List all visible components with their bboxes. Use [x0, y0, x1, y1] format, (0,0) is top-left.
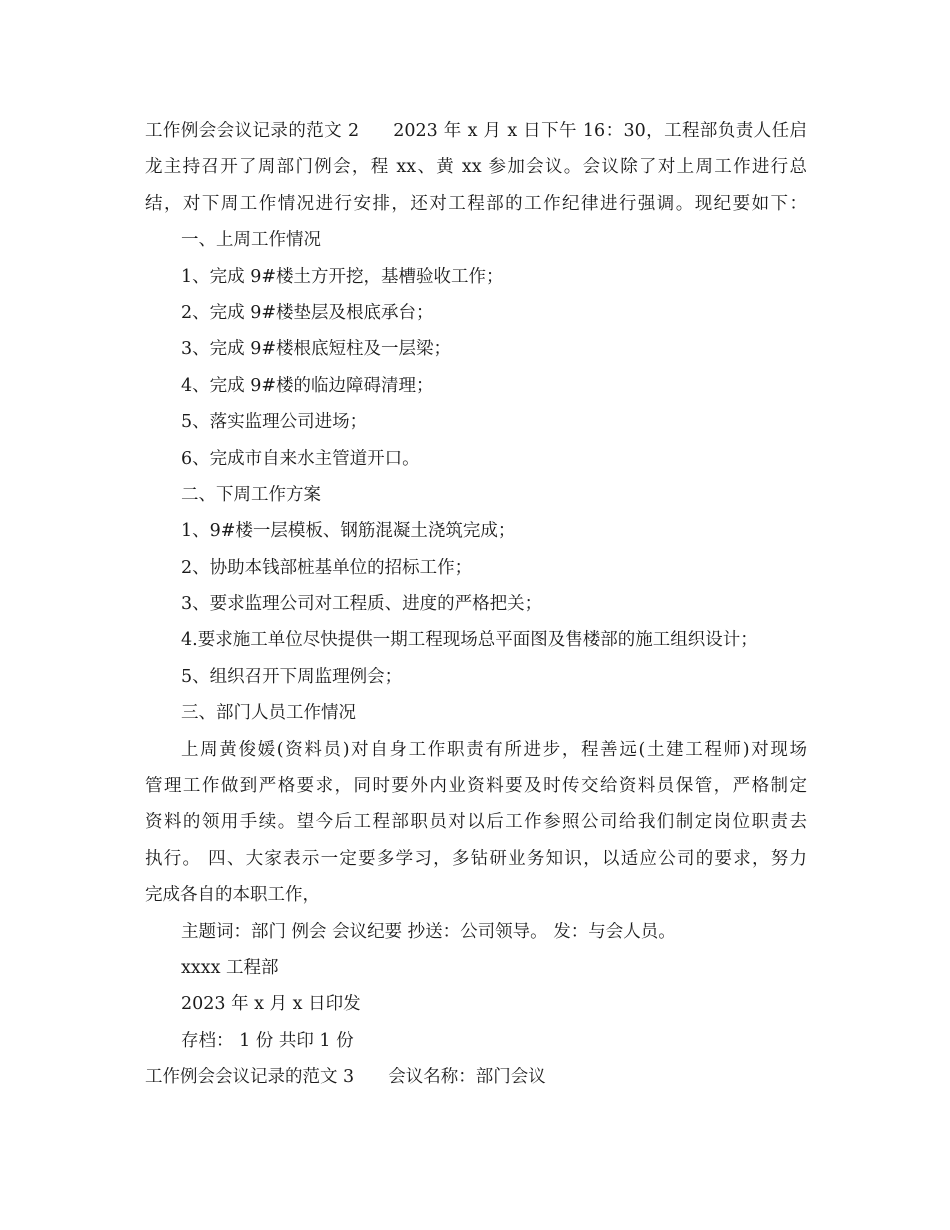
list-item: 5、落实监理公司进场； — [181, 412, 368, 433]
paragraph-line: 上周黄俊媛(资料员)对自身工作职责有所进步，程善远(土建工程师)对现场 — [181, 739, 807, 760]
list-item: 3、要求监理公司对工程质、进度的严格把关； — [181, 594, 543, 615]
paragraph-line: 管理工作做到严格要求，同时要外内业资料要及时传交给资料员保管，严格制定 — [145, 776, 807, 797]
document-page — [145, 113, 807, 1096]
intro-line: 结，对下周工作情况进行安排，还对工程部的工作纪律进行强调。现纪要如下： — [145, 193, 807, 214]
heading-title-example-2: 工作例会会议记录的范文 2 — [145, 121, 360, 141]
subject-line: 主题词：部门 例会 会议纪要 抄送：公司领导。 发：与会人员。 — [181, 921, 676, 942]
archive-note: 存档： 1 份 共印 1 份 — [181, 1030, 354, 1051]
section-title-last-week: 一、上周工作情况 — [181, 230, 321, 251]
paragraph-line: 执行。 四、大家表示一定要多学习，多钻研业务知识，以适应公司的要求，努力 — [145, 848, 807, 869]
heading-line-example-3 — [145, 1059, 807, 1095]
paragraph-line: 资料的领用手续。望今后工程部职员对以后工作参照公司给我们制定岗位职责去 — [145, 812, 807, 833]
list-item: 1、9#楼一层模板、钢筋混凝土浇筑完成； — [181, 521, 516, 542]
heading-line-example-2 — [145, 113, 807, 149]
list-item: 5、组织召开下周监理例会； — [181, 666, 403, 687]
list-item: 2、协助本钱部桩基单位的招标工作； — [181, 557, 473, 578]
list-item: 2、完成 9#楼垫层及根底承台； — [181, 302, 434, 323]
department-signature: xxxx 工程部 — [181, 957, 279, 978]
list-item: 1、完成 9#楼土方开挖，基槽验收工作； — [181, 266, 504, 287]
list-item: 4.要求施工单位尽快提供一期工程现场总平面图及售楼部的施工组织设计； — [181, 630, 758, 651]
list-item: 3、完成 9#楼根底短柱及一层梁； — [181, 339, 451, 360]
issue-date: 2023 年 x 月 x 日印发 — [181, 994, 361, 1015]
heading-title-example-3: 工作例会会议记录的范文 3 — [145, 1067, 355, 1088]
section-title-next-week: 二、下周工作方案 — [181, 484, 321, 505]
list-item: 6、完成市自来水主管道开口。 — [181, 448, 420, 469]
list-item: 4、完成 9#楼的临边障碍清理； — [181, 375, 434, 396]
section-title-staff: 三、部门人员工作情况 — [181, 703, 356, 724]
intro-line: 龙主持召开了周部门例会，程 xx、黄 xx 参加会议。会议除了对上周工作进行总 — [145, 157, 807, 178]
paragraph-line: 完成各自的本职工作， — [145, 885, 320, 906]
meeting-name: 会议名称：部门会议 — [388, 1067, 546, 1088]
meeting-intro-first-line: 2023 年 x 月 x 日下午 16：30，工程部负责人任启 — [393, 121, 808, 141]
